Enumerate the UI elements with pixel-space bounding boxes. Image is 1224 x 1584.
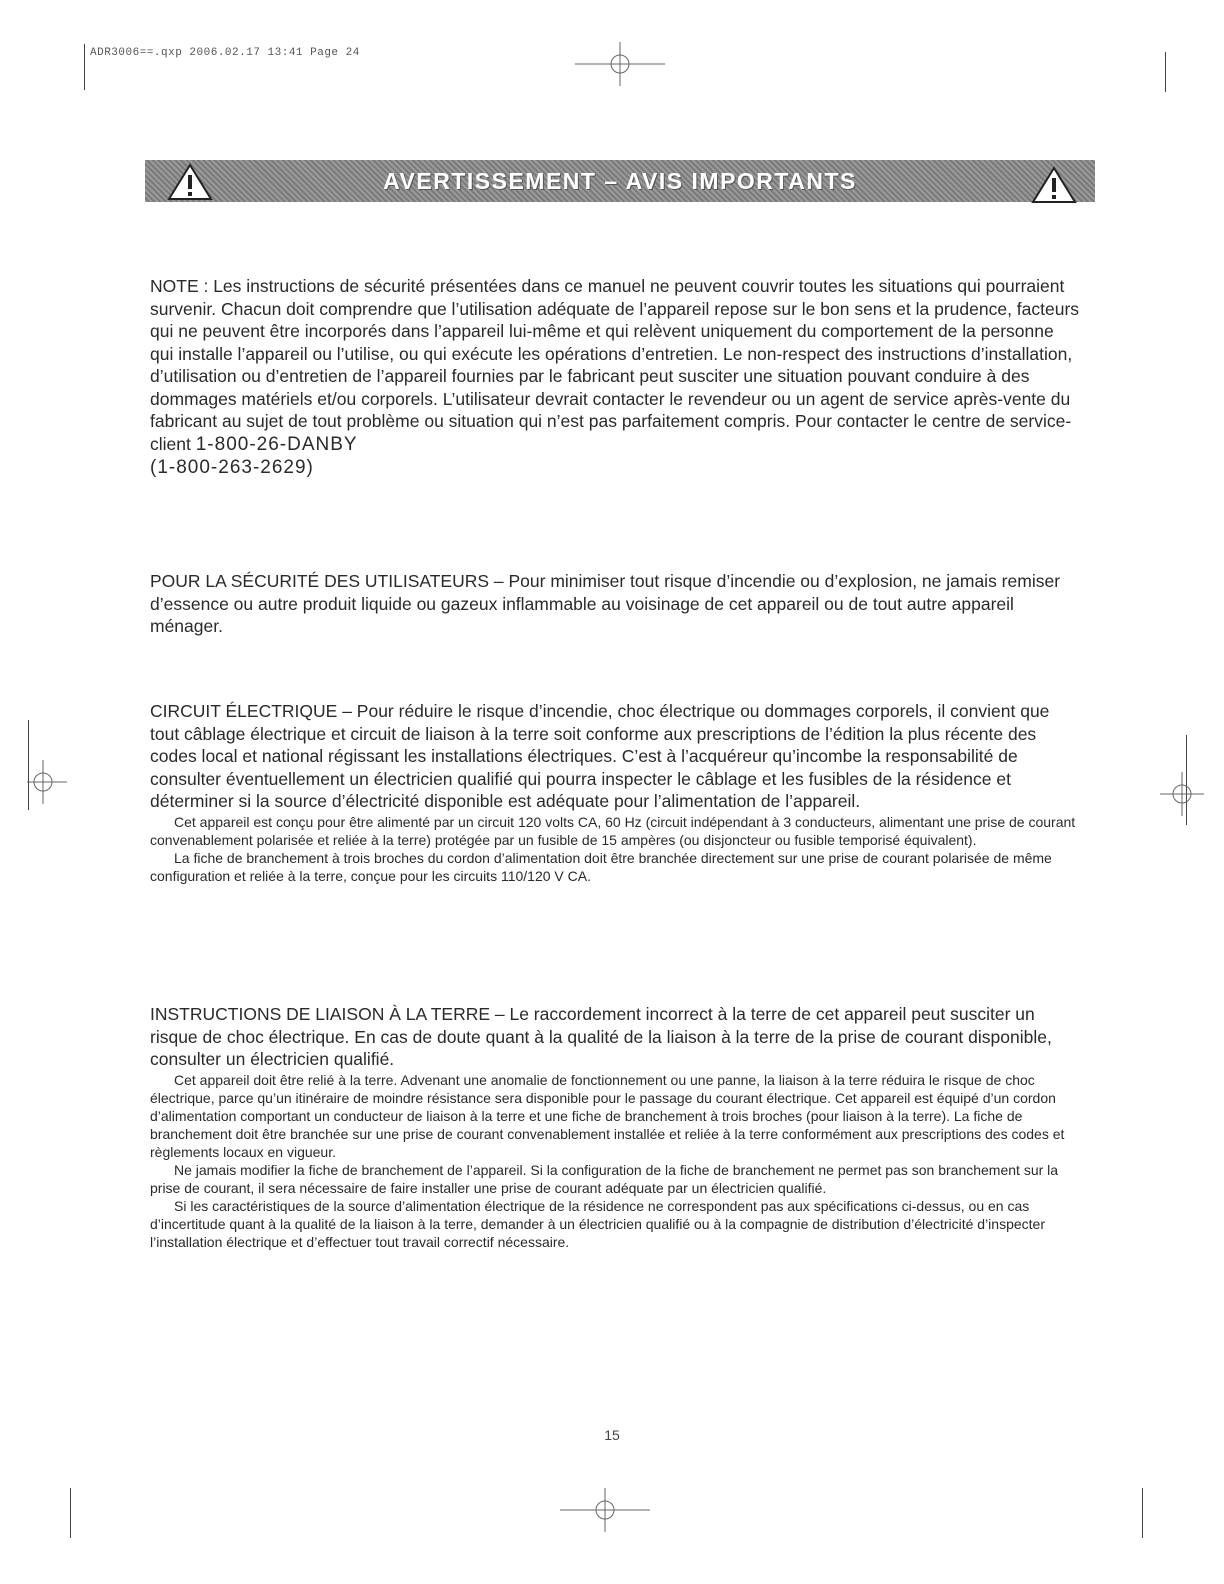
crop-mark: [84, 44, 85, 90]
electrical-circuit-section: [150, 700, 1080, 885]
grounding-detail: Ne jamais modifier la fiche de branchement de l’appareil. Si la configuration de la fiche de branchement ne permet pas son branchement sur la prise de courant, il sera nécessaire de faire installer une prise de courant adéquate par un électricien qualifié.: [150, 1161, 1059, 1196]
grounding-section: [150, 1003, 1080, 1251]
warning-banner: [145, 160, 1095, 202]
print-slug: ADR3006==.qxp 2006.02.17 13:41 Page 24: [90, 47, 360, 59]
page-number: 15: [604, 1427, 620, 1443]
registration-mark-icon: [575, 42, 665, 86]
registration-mark-icon: [560, 1488, 650, 1532]
user-safety-section: [150, 570, 1080, 638]
grounding-paragraph: INSTRUCTIONS DE LIAISON À LA TERRE – Le raccordement incorrect à la terre de cet appareil peut susciter un risque de choc électrique. En cas de doute quant à la qualité de la liaison à la terre de la prise de courant disponible, consulter un électricien qualifié.: [150, 1004, 1052, 1069]
crop-mark: [70, 1488, 71, 1538]
service-phone-number: (1-800-263-2629): [150, 457, 314, 478]
warning-triangle-icon: [167, 163, 213, 201]
electrical-circuit-paragraph: CIRCUIT ÉLECTRIQUE – Pour réduire le risque d’incendie, choc électrique ou dommages corporels, il convient que tout câblage électrique et circuit de liaison à la terre soit conforme aux prescriptions de l’édition la plus récente des codes local et national régissant les installations électriques. C’est à l’acquéreur qu’incombe la responsabilité de consulter éventuellement un électricien qualifié qui pourra inspecter le câblage et les fusibles de la résidence et déterminer si la source d’électricité disponible est adéquate pour l’alimentation de l’appareil.: [150, 701, 1050, 811]
user-safety-paragraph: POUR LA SÉCURITÉ DES UTILISATEURS – Pour minimiser tout risque d’incendie ou d’explosion, ne jamais remiser d’essence ou autre produit liquide ou gazeux inflammable au voisinage de cet appareil ou de tout autre appareil ménager.: [150, 571, 1061, 636]
circuit-detail: Cet appareil est conçu pour être alimenté par un circuit 120 volts CA, 60 Hz (circuit indépendant à 3 conducteurs, alimentant une prise de courant convenablement polarisée et reliée à la terre) protégée par un fusible de 15 ampères (ou disjoncteur ou fusible temporisé équivalent).: [150, 813, 1076, 848]
warning-triangle-icon: [1031, 166, 1077, 204]
grounding-detail: Cet appareil doit être relié à la terre. Advenant une anomalie de fonctionnement ou une panne, la liaison à la terre réduira le risque de choc électrique, parce qu’un itinéraire de moindre résistance sera disponible pour le passage du courant électrique. Cet appareil est équipé d’un cordon d’alimentation comportant un conducteur de liaison à la terre et une fiche de branchement à trois broches (pour liaison à la terre). La fiche de branchement doit être branchée sur une prise de courant convenablement installée et reliée à la terre conformément aux prescriptions des codes et règlements locaux en vigueur.: [150, 1071, 1065, 1160]
note-section: [150, 275, 1080, 480]
note-text: NOTE : Les instructions de sécurité présentées dans ce manuel ne peuvent couvrir toutes les situations qui pourraient survenir. Chacun doit comprendre que l’utilisation adéquate de l’appareil repose sur le bon sens et la prudence, facteurs qui ne peuvent être incorporés dans l’appareil lui-même et qui relèvent uniquement du comportement de la personne qui installe l’appareil ou l’utilise, ou qui exécute les opérations d’entretien. Le non-respect des instructions d’installation, d’utilisation ou d’entretien de l’appareil fournies par le fabricant peut susciter une situation pouvant conduire à des dommages matériels et/ou corporels. L’utilisateur devrait contacter le revendeur ou un agent de service après-vente du fabricant au sujet de tout problème ou situation qui n’est pas parfaitement compris. Pour contacter le centre de service-client: [150, 276, 1080, 454]
note-paragraph: [150, 275, 1080, 480]
grounding-detail: Si les caractéristiques de la source d’alimentation électrique de la résidence ne correspondent pas aux spécifications ci-dessus, ou en cas d’incertitude quant à la qualité de la liaison à la terre, demander à un électricien qualifié ou à la compagnie de distribution d’électricité d’inspecter l’installation électrique et d’effectuer tout travail correctif nécessaire.: [150, 1197, 1045, 1250]
registration-mark-icon: [27, 760, 67, 804]
banner-title: AVERTISSEMENT – AVIS IMPORTANTS: [383, 167, 857, 194]
crop-mark: [1165, 52, 1166, 92]
circuit-detail: La fiche de branchement à trois broches du cordon d’alimentation doit être branchée directement sur une prise de courant polarisée de même configuration et reliée à la terre, conçue pour les circuits 110/120 V CA.: [150, 849, 1052, 884]
crop-mark: [1142, 1488, 1143, 1538]
service-phone-vanity: 1-800-26-DANBY: [195, 433, 358, 455]
registration-mark-icon: [1160, 772, 1204, 816]
